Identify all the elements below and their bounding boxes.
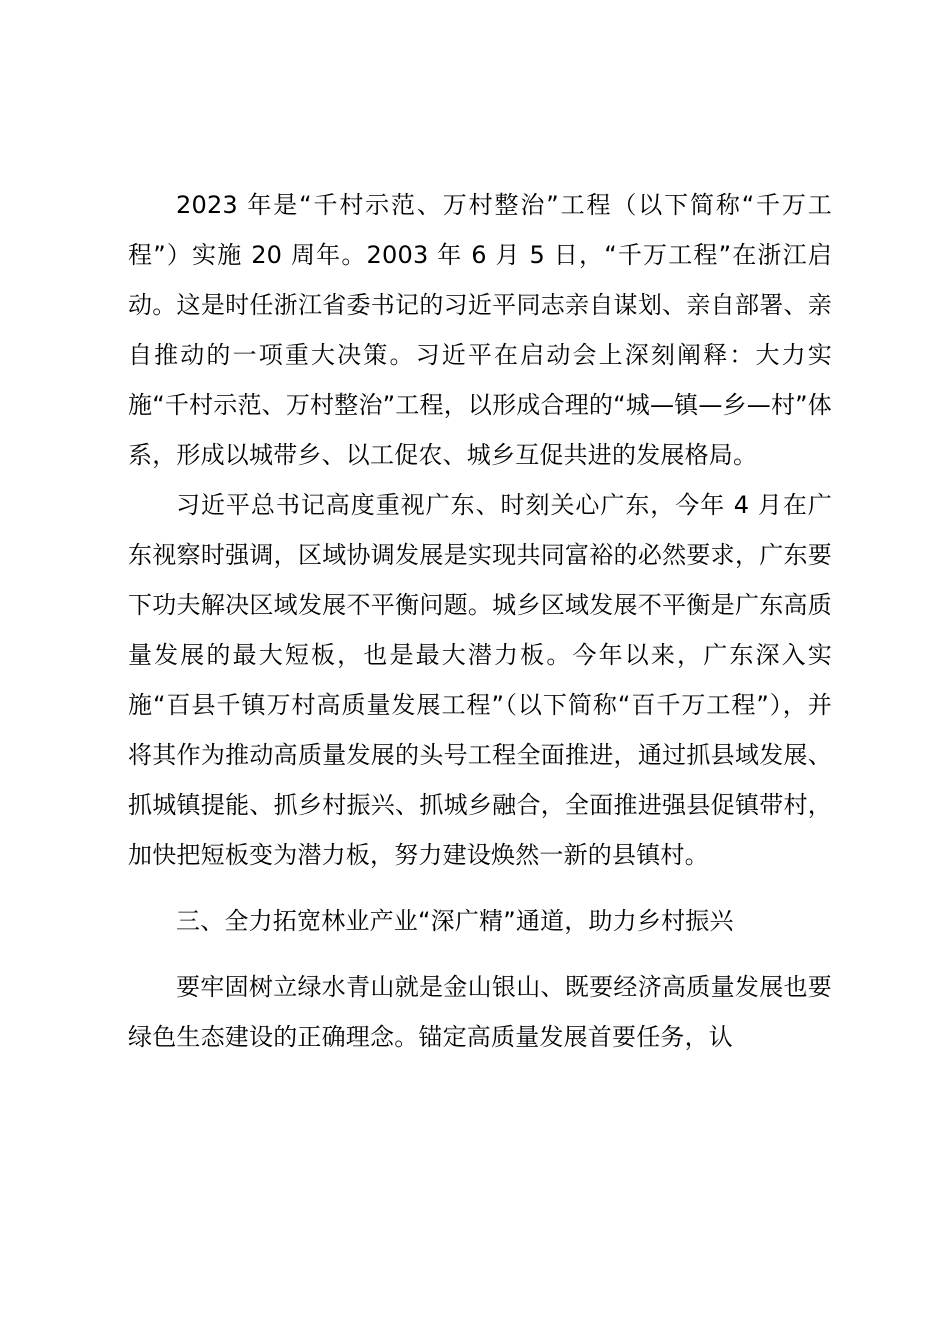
section-heading: 三、全力拓宽林业产业“深广精”通道，助力乡村振兴: [176, 907, 734, 935]
paragraph-green-development: 要牢固树立绿水青山就是金山银山、既要经济高质量发展也要绿色生态建设的正确理念。锚定高质量发展首要任务，认: [128, 973, 832, 1051]
document-body: [128, 180, 832, 1062]
paragraph-guangdong-development: 习近平总书记高度重视广东、时刻关心广东，今年 4 月在广东视察时强调，区域协调发展是实现共同富裕的必然要求，广东要下功夫解决区域发展不平衡问题。城乡区域发展不平衡是广东高质量发展的最大短板，也是最大潜力板。今年以来，广东深入实施“百县千镇万村高质量发展工程”（以下简称“百千万工程”），并将其作为推动高质量发展的头号工程全面推进，通过抓县域发展、抓城镇提能、抓乡村振兴、抓城乡融合，全面推进强县促镇带村，加快把短板变为潜力板，努力建设焕然一新的县镇村。: [128, 491, 832, 869]
paragraph-qianwan-project: 2023 年是“千村示范、万村整治”工程（以下简称“千万工程”）实施 20 周年。2003 年 6 月 5 日，“千万工程”在浙江启动。这是时任浙江省委书记的习近平同志亲自谋划、亲自部署、亲自推动的一项重大决策。习近平在启动会上深刻阐释：大力实施“千村示范、万村整治”工程，以形成合理的“城—镇—乡—村”体系，形成以城带乡、以工促农、城乡互促共进的发展格局。: [128, 191, 832, 469]
